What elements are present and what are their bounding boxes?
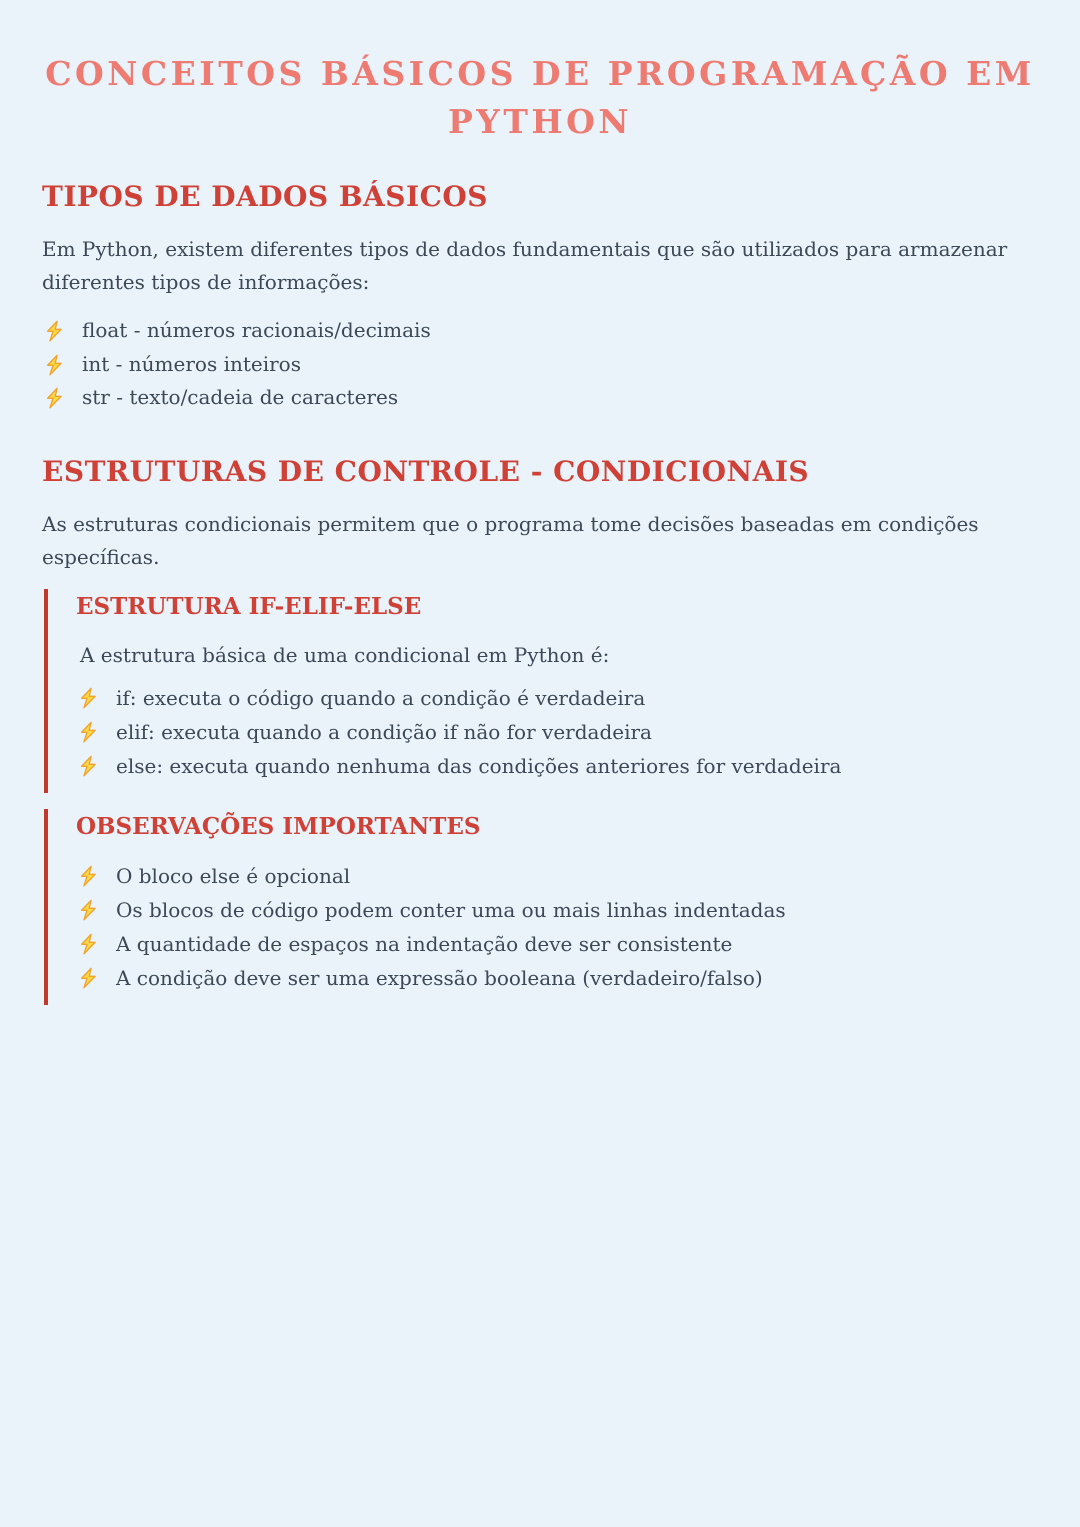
section-intro-text: Em Python, existem diferentes tipos de dados fundamentais que são utilizados para armazenar diferentes tipos de informações:: [42, 237, 1008, 294]
list-item: [76, 749, 1038, 783]
subsection-heading-if-elif-else: ESTRUTURA IF-ELIF-ELSE: [76, 593, 422, 621]
list-item: [42, 348, 1038, 382]
page-title-line-1: CONCEITOS BÁSICOS DE PROGRAMAÇÃO EM: [45, 54, 1035, 93]
subsection-heading-observacoes: OBSERVAÇÕES IMPORTANTES: [76, 813, 481, 841]
list-item: [76, 859, 1038, 893]
lightning-icon: [78, 898, 100, 922]
list-item: [42, 381, 1038, 415]
list-item: [76, 681, 1038, 715]
lightning-icon: [78, 932, 100, 956]
list-item: [76, 927, 1038, 961]
lightning-icon: [78, 966, 100, 990]
lightning-icon: [78, 754, 100, 778]
lightning-icon: [44, 386, 66, 410]
list-item-text: Os blocos de código podem conter uma ou mais linhas indentadas: [116, 897, 786, 922]
lightning-icon: [78, 864, 100, 888]
subsection-intro-text: A estrutura básica de uma condicional em Python é:: [80, 642, 610, 667]
section-heading-tipos-de-dados: TIPOS DE DADOS BÁSICOS: [42, 179, 488, 213]
list-item-text: int - números inteiros: [82, 351, 301, 376]
list-item: [76, 961, 1038, 995]
data-types-list: [42, 314, 1038, 415]
lightning-icon: [78, 720, 100, 744]
lightning-icon: [44, 319, 66, 343]
list-item-text: str - texto/cadeia de caracteres: [82, 385, 399, 410]
section-intro-text: As estruturas condicionais permitem que o programa tome decisões baseadas em condições específicas.: [42, 512, 979, 569]
subsection-estrutura-if-elif-else: [44, 589, 1038, 793]
if-elif-else-list: [76, 681, 1038, 783]
list-item: [76, 715, 1038, 749]
list-item: [76, 893, 1038, 927]
page-title: [42, 50, 1038, 146]
list-item-text: else: executa quando nenhuma das condições anteriores for verdadeira: [116, 754, 842, 779]
list-item-text: elif: executa quando a condição if não for verdadeira: [116, 720, 652, 745]
list-item-text: float - números racionais/decimais: [82, 318, 431, 343]
list-item-text: if: executa o código quando a condição é verdadeira: [116, 686, 646, 711]
lightning-icon: [44, 353, 66, 377]
section-estruturas-de-controle: [42, 455, 1038, 1005]
observacoes-list: [76, 859, 1038, 995]
list-item-text: A condição deve ser uma expressão booleana (verdadeiro/falso): [116, 965, 763, 990]
list-item-text: A quantidade de espaços na indentação deve ser consistente: [116, 931, 733, 956]
lightning-icon: [78, 686, 100, 710]
section-heading-estruturas-de-controle: ESTRUTURAS DE CONTROLE - CONDICIONAIS: [42, 454, 810, 488]
subsection-observacoes-importantes: [44, 809, 1038, 1005]
page-title-line-2: PYTHON: [447, 101, 633, 141]
list-item: [42, 314, 1038, 348]
section-tipos-de-dados: [42, 180, 1038, 415]
list-item-text: O bloco else é opcional: [116, 863, 351, 888]
